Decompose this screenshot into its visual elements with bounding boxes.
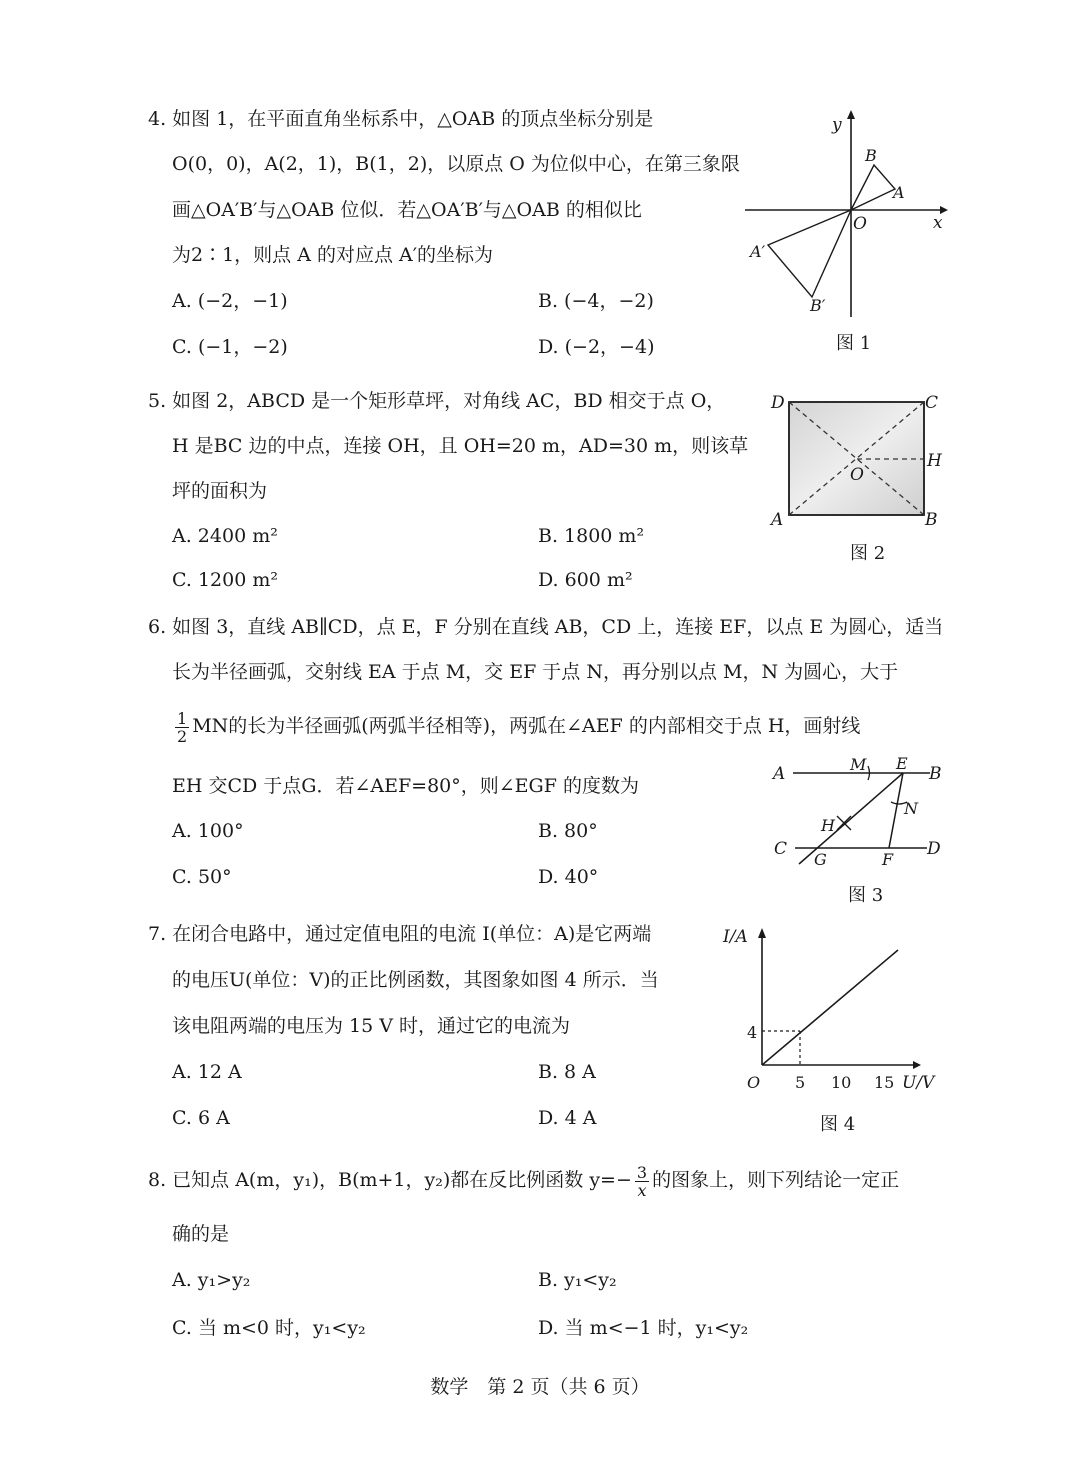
figure-3-caption: 图 3 [848, 885, 884, 906]
q6-option-b: B. 80° [538, 820, 598, 842]
q7-line-3: 该电阻两端的电压为 15 V 时，通过它的电流为 [172, 1015, 571, 1037]
q4-line-1: 4. 如图 1，在平面直角坐标系中，△OAB 的顶点坐标分别是 [148, 108, 654, 130]
q7-line-2: 的电压U(单位：V)的正比例函数，其图象如图 4 所示．当 [172, 969, 659, 991]
figure-1-caption: 图 1 [836, 333, 872, 354]
label-a: A [893, 183, 905, 202]
label-u-axis: U/V [902, 1073, 935, 1093]
q4-option-a: A. (−2，−1) [172, 290, 288, 312]
label-b: B [925, 510, 938, 530]
figure-1-coordinate-diagram [740, 105, 960, 325]
triangle-oab [851, 165, 895, 210]
label-d: D [927, 839, 941, 859]
fraction-numerator: 1 [177, 708, 188, 728]
figure-4-caption: 图 4 [820, 1114, 856, 1135]
label-a: A [771, 510, 784, 530]
q6-option-c: C. 50° [172, 866, 232, 888]
q7-option-d: D. 4 A [538, 1107, 597, 1129]
q5-option-b: B. 1800 m² [538, 525, 645, 547]
q8-line-1-post: 的图象上，则下列结论一定正 [652, 1169, 900, 1191]
q8-line-2: 确的是 [172, 1223, 230, 1245]
tick-10: 10 [831, 1073, 852, 1092]
label-o: O [747, 1073, 761, 1092]
figure-2-caption: 图 2 [850, 543, 886, 564]
q5-option-a: A. 2400 m² [172, 525, 278, 547]
q5-line-2: H 是BC 边的中点，连接 OH，且 OH=20 m，AD=30 m，则该草 [172, 435, 749, 457]
label-n: N [904, 799, 918, 818]
tick-4: 4 [747, 1023, 758, 1042]
label-o: O [853, 214, 867, 234]
fraction-three-over-x [635, 1164, 649, 1199]
fraction-denominator: 2 [177, 726, 188, 746]
q4-line-4: 为2∶1，则点 A 的对应点 A′的坐标为 [172, 244, 494, 266]
fraction-denominator: x [637, 1180, 647, 1200]
label-x: x [933, 213, 943, 233]
q4-line-3: 画△OA′B′与△OAB 位似．若△OA′B′与△OAB 的相似比 [172, 199, 642, 221]
label-b-prime: B′ [810, 296, 826, 315]
label-f: F [882, 850, 894, 869]
label-c: C [774, 839, 788, 859]
q8-option-b: B. y₁<y₂ [538, 1269, 617, 1291]
label-a-prime: A′ [750, 242, 766, 261]
q8-option-a: A. y₁>y₂ [172, 1269, 251, 1291]
label-e: E [896, 754, 908, 773]
q5-line-1: 5. 如图 2，ABCD 是一个矩形草坪，对角线 AC，BD 相交于点 O， [148, 390, 726, 412]
label-a: A [773, 764, 786, 784]
q8-line-1-row [148, 1160, 899, 1200]
q5-line-3: 坪的面积为 [172, 480, 268, 502]
q4-option-c: C. (−1，−2) [172, 336, 288, 358]
figure-3-parallel-lines [765, 752, 955, 877]
q6-line-3: MN的长为半径画弧(两弧半径相等)，两弧在∠AEF 的内部相交于点 H，画射线 [192, 715, 861, 737]
q8-line-1-pre: 8. 已知点 A(m，y₁)，B(m+1，y₂)都在反比例函数 y=− [148, 1169, 632, 1191]
figure-2-rectangle-lawn [765, 388, 950, 533]
q4-option-d: D. (−2，−4) [538, 336, 655, 358]
q6-line-3-row [172, 706, 860, 746]
label-y: y [832, 115, 842, 135]
proportional-line [762, 950, 898, 1065]
q8-option-c: C. 当 m<0 时，y₁<y₂ [172, 1317, 366, 1339]
label-g: G [814, 850, 827, 869]
figure-4-current-voltage-graph [720, 920, 955, 1100]
q8-option-d: D. 当 m<−1 时，y₁<y₂ [538, 1317, 749, 1339]
q6-line-2: 长为半径画弧，交射线 EA 于点 M，交 EF 于点 N，再分别以点 M，N 为圆心，大于 [172, 661, 899, 683]
triangle-oa2b2 [768, 210, 851, 297]
q7-option-b: B. 8 A [538, 1061, 596, 1083]
q4-line-2: O(0，0)，A(2，1)，B(1，2)，以原点 O 为位似中心，在第三象限 [172, 153, 740, 175]
q7-option-a: A. 12 A [172, 1061, 242, 1083]
q6-option-d: D. 40° [538, 866, 599, 888]
q4-option-b: B. (−4，−2) [538, 290, 654, 312]
label-o: O [850, 465, 864, 485]
fraction-one-half [175, 710, 189, 745]
label-i-axis: I/A [723, 927, 748, 947]
tick-5: 5 [795, 1073, 806, 1092]
q5-option-c: C. 1200 m² [172, 569, 278, 591]
tick-15: 15 [874, 1073, 895, 1092]
q6-option-a: A. 100° [172, 820, 244, 842]
q6-line-4: EH 交CD 于点G．若∠AEF=80°，则∠EGF 的度数为 [172, 775, 639, 797]
page-footer: 数学 第 2 页（共 6 页） [430, 1376, 650, 1398]
label-c: C [925, 393, 939, 413]
label-b: B [929, 764, 942, 784]
q6-line-1: 6. 如图 3，直线 AB∥CD，点 E，F 分别在直线 AB，CD 上，连接 EF，以点 E 为圆心，适当 [148, 616, 944, 638]
q7-option-c: C. 6 A [172, 1107, 230, 1129]
label-h: H [927, 451, 942, 471]
q5-option-d: D. 600 m² [538, 569, 633, 591]
q7-line-1: 7. 在闭合电路中，通过定值电阻的电流 I(单位：A)是它两端 [148, 923, 652, 945]
label-h: H [821, 816, 835, 835]
fraction-numerator: 3 [636, 1162, 648, 1182]
label-m: M [850, 755, 867, 774]
label-d: D [771, 393, 785, 413]
label-b: B [865, 146, 877, 165]
